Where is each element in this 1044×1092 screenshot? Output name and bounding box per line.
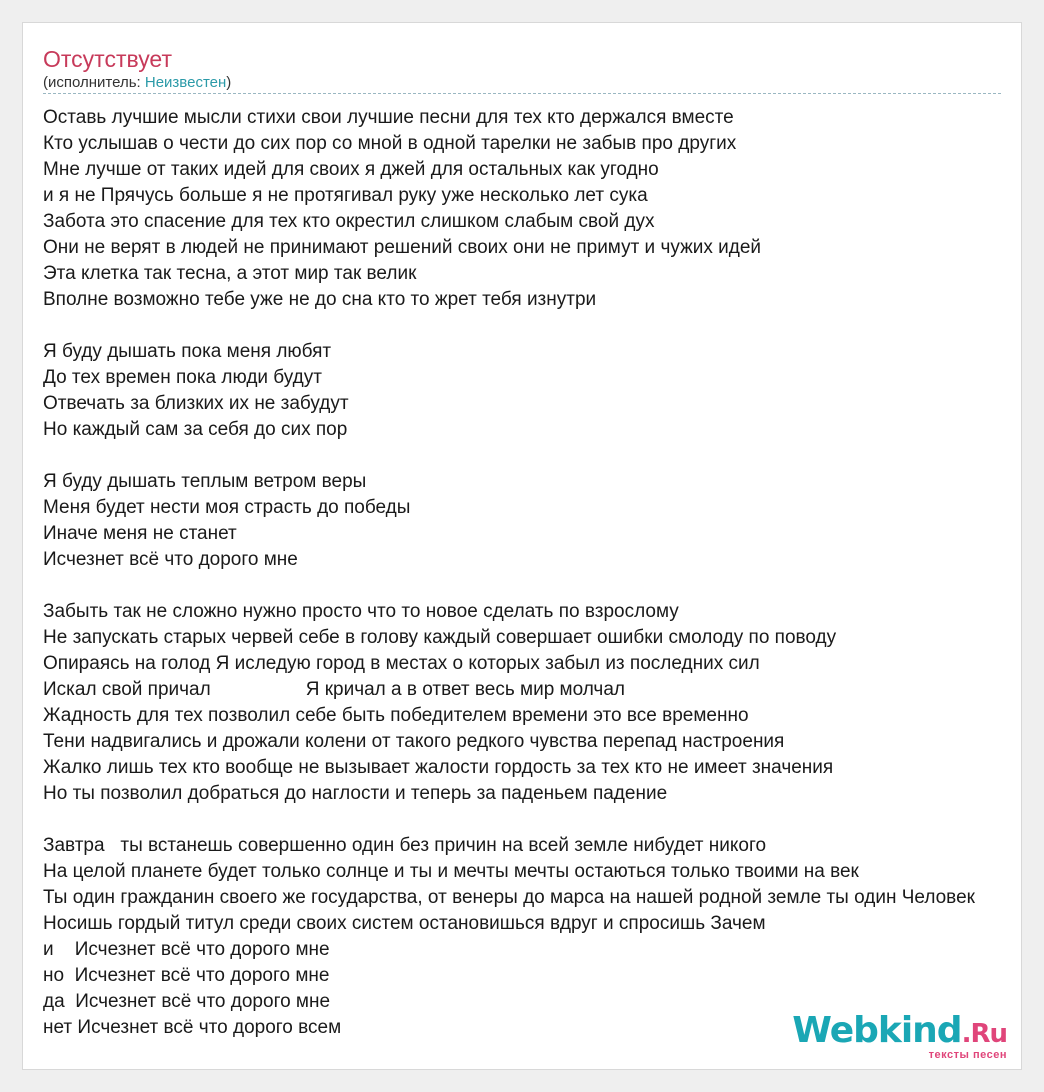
lyrics-text [43, 105, 1022, 1067]
lyrics-stanza [43, 469, 1022, 573]
lyrics-card [22, 22, 1022, 1070]
song-title: Отсутствует [43, 46, 172, 72]
lyrics-stanza [43, 105, 1022, 313]
lyrics-stanza [43, 339, 1022, 443]
artist-suffix: ) [226, 74, 232, 91]
lyrics-line: Забыть так не сложно нужно просто что то новое сделать по взрослому [43, 601, 679, 622]
artist-link[interactable]: Неизвестен [144, 74, 227, 91]
lyrics-line: и я не Прячусь больше я не протягивал руку уже несколько лет сука [43, 185, 648, 206]
lyrics-line: До тех времен пока люди будут [43, 367, 322, 388]
lyrics-line: нет Исчезнет всё что дорого всем [43, 1017, 342, 1038]
lyrics-line: Иначе меня не станет [43, 523, 237, 544]
lyrics-stanza [43, 599, 1022, 807]
lyrics-line: Забота это спасение для тех кто окрестил слишком слабым свой дух [43, 211, 655, 232]
lyrics-line: Ты один гражданин своего же государства, от венеры до марса на нашей родной земле ты один Человек [43, 887, 975, 908]
lyrics-line: Эта клетка так тесна, а этот мир так велик [43, 263, 417, 284]
site-logo[interactable] [792, 1009, 1015, 1069]
lyrics-line: Но каждый сам за себя до сих пор [43, 419, 348, 440]
lyrics-line: Но ты позволил добраться до наглости и теперь за паденьем падение [43, 783, 668, 804]
lyrics-line: Они не верят в людей не принимают решений своих они не примут и чужих идей [43, 237, 762, 258]
lyrics-line: Тени надвигались и дрожали колени от такого редкого чувства перепад настроения [43, 731, 785, 752]
lyrics-line: На целой планете будет только солнце и ты и мечты мечты остаються только твоими на век [43, 861, 859, 882]
lyrics-line: Искал свой причал Я кричал а в ответ весь мир молчал [43, 679, 625, 700]
artist-line [43, 73, 1001, 93]
lyrics-line: Отвечать за близких их не забудут [43, 393, 349, 414]
lyrics-line: Мне лучше от таких идей для своих я джей для остальных как угодно [43, 159, 659, 180]
lyrics-line: но Исчезнет всё что дорого мне [43, 965, 330, 986]
song-header [43, 45, 1001, 93]
lyrics-line: Вполне возможно тебе уже не до сна кто то жрет тебя изнутри [43, 289, 597, 310]
lyrics-line: Я буду дышать пока меня любят [43, 341, 332, 362]
lyrics-line: Опираясь на голод Я иследую город в местах о которых забыл из последних сил [43, 653, 760, 674]
lyrics-line: Носишь гордый титул среди своих систем остановишься вдруг и спросишь Зачем [43, 913, 766, 934]
logo-tld: .Ru [961, 1019, 1007, 1049]
lyrics-line: и Исчезнет всё что дорого мне [43, 939, 330, 960]
lyrics-line: Жалко лишь тех кто вообще не вызывает жалости гордость за тех кто не имеет значения [43, 757, 834, 778]
lyrics-line: Не запускать старых червей себе в голову каждый совершает ошибки смолоду по поводу [43, 627, 837, 648]
lyrics-line: Кто услышав о чести до сих пор со мной в одной тарелки не забыв про других [43, 133, 737, 154]
lyrics-line: да Исчезнет всё что дорого мне [43, 991, 331, 1012]
artist-prefix: (исполнитель: [43, 74, 145, 91]
logo-brand: Webkind [792, 1010, 962, 1051]
lyrics-line: Оставь лучшие мысли стихи свои лучшие песни для тех кто держался вместе [43, 107, 734, 128]
lyrics-line: Меня будет нести моя страсть до победы [43, 497, 411, 518]
logo-tagline: тексты песен [928, 1049, 1007, 1061]
lyrics-line: Исчезнет всё что дорого мне [43, 549, 298, 570]
lyrics-line: Завтра ты встанешь совершенно один без причин на всей земле нибудет никого [43, 835, 767, 856]
header-divider [43, 93, 1001, 94]
lyrics-line: Я буду дышать теплым ветром веры [43, 471, 367, 492]
lyrics-line: Жадность для тех позволил себе быть победителем времени это все временно [43, 705, 749, 726]
